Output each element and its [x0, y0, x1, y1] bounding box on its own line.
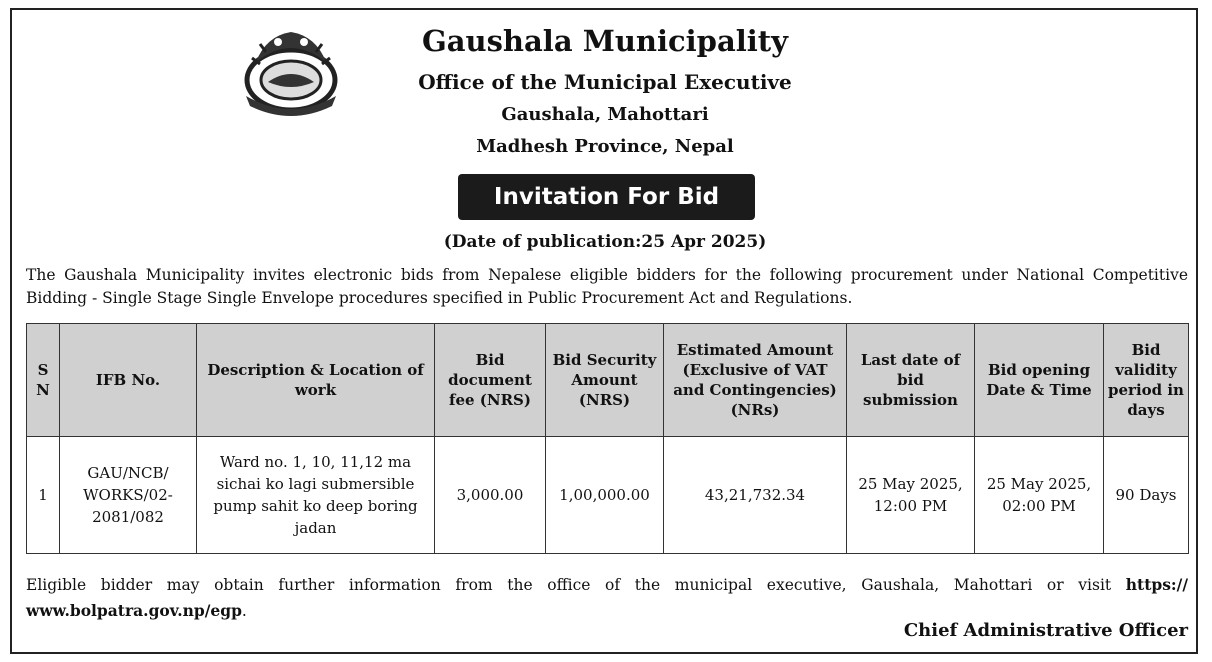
header-sn: S N	[27, 324, 60, 437]
org-name: Gaushala Municipality	[421, 24, 789, 58]
office-location: Gaushala, Mahottari	[501, 104, 709, 125]
cell-bid-security: 1,00,000.00	[546, 437, 664, 554]
cell-last-date: 25 May 2025, 12:00 PM	[847, 437, 975, 554]
office-province: Madhesh Province, Nepal	[476, 136, 734, 157]
cell-opening-date: 25 May 2025, 02:00 PM	[975, 437, 1104, 554]
header-last-date: Last date of bid submission	[847, 324, 975, 437]
cell-document-fee: 3,000.00	[435, 437, 546, 554]
header-document-fee: Bid document fee (NRS)	[435, 324, 546, 437]
cell-estimated-amount: 43,21,732.34	[664, 437, 847, 554]
cell-validity: 90 Days	[1104, 437, 1189, 554]
signature: Chief Administrative Officer	[903, 620, 1188, 641]
footer-info-text: Eligible bidder may obtain further information from the office of the municipal executive, Gaushala, Mahottari or visit	[26, 576, 1112, 594]
bolpatra-link[interactable]: https:// www.bolpatra.gov.np/egp	[26, 575, 1188, 620]
publication-date: (Date of publication:25 Apr 2025)	[443, 232, 767, 252]
footer-url-suffix: .	[241, 602, 247, 620]
header-ifb-no: IFB No.	[60, 324, 197, 437]
header-opening-date: Bid opening Date & Time	[975, 324, 1104, 437]
nepal-emblem-icon	[236, 22, 346, 122]
header-validity: Bid validity period in days	[1104, 324, 1189, 437]
table-header-row	[27, 324, 1189, 437]
notice-title: Invitation For Bid	[458, 174, 755, 220]
footer-paragraph	[26, 572, 1188, 624]
cell-sn: 1	[27, 437, 60, 554]
table-row	[27, 437, 1189, 554]
bid-table	[26, 323, 1189, 554]
header-bid-security: Bid Security Amount (NRS)	[546, 324, 664, 437]
cell-ifb-no: GAU/NCB/ WORKS/02- 2081/082	[60, 437, 197, 554]
office-name: Office of the Municipal Executive	[418, 70, 792, 94]
intro-paragraph: The Gaushala Municipality invites electronic bids from Nepalese eligible bidders for the following procurement under National Competitive Bidding - Single Stage Single Envelope procedures specified in Public Procurement Act and Regulations.	[26, 266, 1188, 307]
header-estimated-amount: Estimated Amount (Exclusive of VAT and Contingencies) (NRs)	[664, 324, 847, 437]
cell-description: Ward no. 1, 10, 11,12 ma sichai ko lagi submersible pump sahit ko deep boring jadan	[197, 437, 435, 554]
header-description: Description & Location of work	[197, 324, 435, 437]
